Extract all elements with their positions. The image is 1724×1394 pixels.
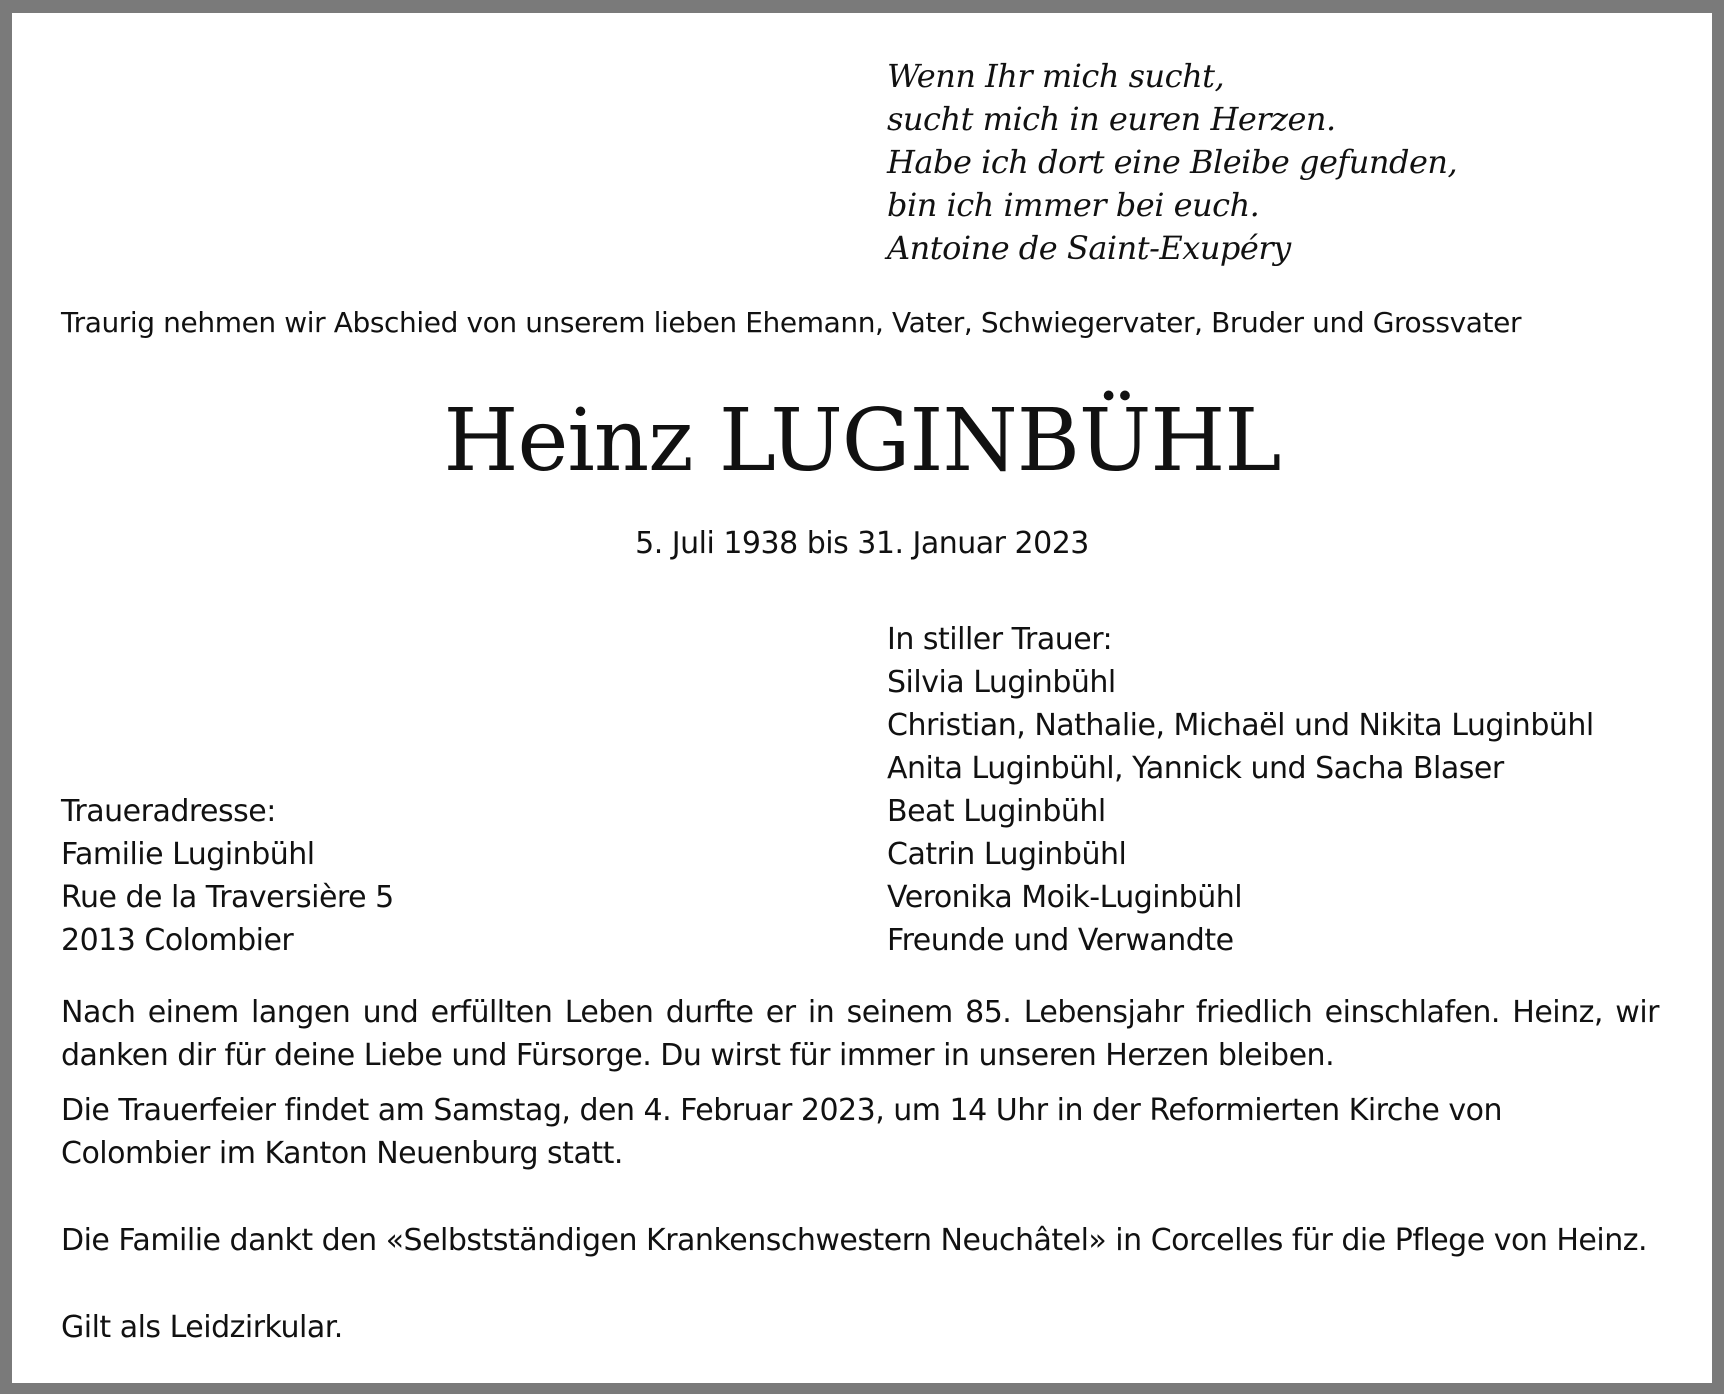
mourning-address [61, 790, 394, 962]
mourner-name: Anita Luginbühl, Yannick und Sacha Blaser [887, 751, 1504, 786]
mourners-heading: In stiller Trauer: [887, 622, 1113, 657]
mourner-name: Freunde und Verwandte [887, 923, 1234, 958]
poem-line: Wenn Ihr mich sucht, [887, 57, 1225, 95]
poem-author: Antoine de Saint-Exupéry [887, 229, 1291, 267]
poem-line: bin ich immer bei euch. [887, 186, 1260, 224]
address-line: 2013 Colombier [61, 923, 294, 958]
mourner-name: Christian, Nathalie, Michaël und Nikita Luginbühl [887, 708, 1594, 743]
poem-quote [887, 55, 1457, 270]
circular-note: Gilt als Leidzirkular. [61, 1310, 343, 1345]
mourners-list [887, 618, 1594, 962]
obituary-notice [12, 13, 1712, 1383]
life-dates: 5. Juli 1938 bis 31. Januar 2023 [635, 526, 1089, 561]
address-heading: Traueradresse: [61, 794, 276, 829]
deceased-name: Heinz LUGINBÜHL [443, 391, 1281, 491]
mourner-name: Beat Luginbühl [887, 794, 1106, 829]
mourner-name: Veronika Moik-Luginbühl [887, 880, 1243, 915]
mourner-name: Catrin Luginbühl [887, 837, 1127, 872]
address-line: Familie Luginbühl [61, 837, 315, 872]
poem-line: sucht mich in euren Herzen. [887, 100, 1336, 138]
service-paragraph: Die Trauerfeier findet am Samstag, den 4. Februar 2023, um 14 Uhr in der Reformierten Kirche von Colombier im Kanton Neuenburg statt. [61, 1093, 1502, 1171]
mourner-name: Silvia Luginbühl [887, 665, 1116, 700]
address-line: Rue de la Traversière 5 [61, 880, 394, 915]
intro-text: Traurig nehmen wir Abschied von unserem lieben Ehemann, Vater, Schwiegervater, Bruder und Grossvater [61, 306, 1522, 339]
poem-line: Habe ich dort eine Bleibe gefunden, [887, 143, 1458, 181]
thanks-paragraph: Die Familie dankt den «Selbstständigen Krankenschwestern Neuchâtel» in Corcelles für die Pflege von Heinz. [61, 1223, 1648, 1258]
farewell-paragraph: Nach einem langen und erfüllten Leben durfte er in seinem 85. Lebensjahr friedlich einschlafen. Heinz, wir danken dir für deine Liebe und Fürsorge. Du wirst für immer in unseren Herzen bleiben. [61, 995, 1659, 1073]
